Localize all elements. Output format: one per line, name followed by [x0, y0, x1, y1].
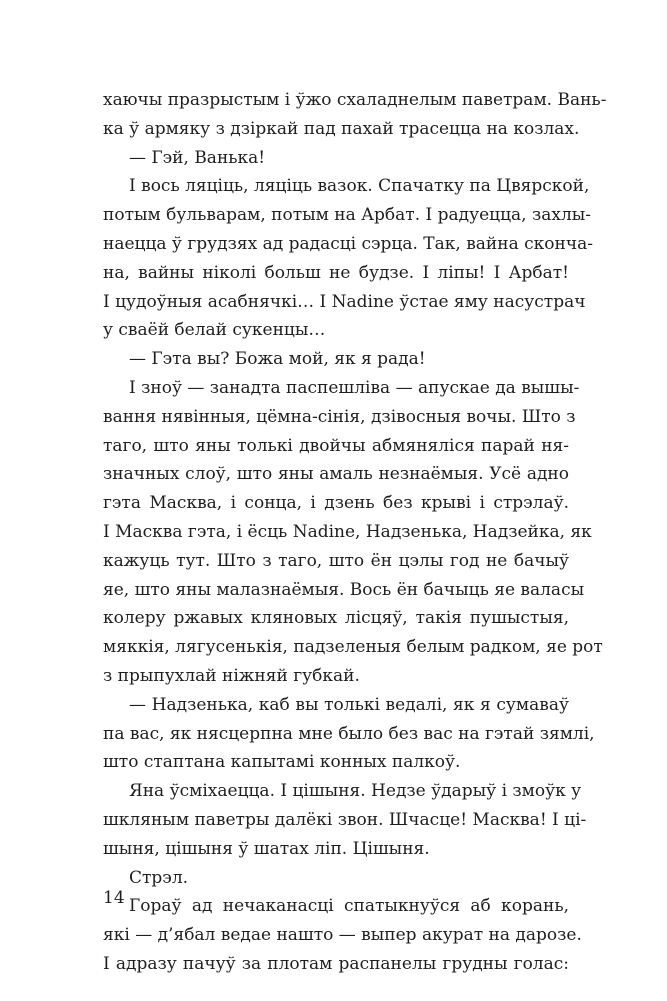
text-line: па вас, як нясцерпна мне было без вас на гэтай зямлі, — [103, 723, 595, 744]
text-line: колеру ржавых кляновых лісцяў, такія пушыстыя, — [103, 608, 569, 629]
text-line: кажуць тут. Што з таго, што ён цэлы год не бачыў — [103, 550, 569, 571]
text-line: потым бульварам, потым на Арбат. І радуецца, захлы- — [103, 205, 592, 226]
text-line: Гораў ад нечаканасці спатыкнуўся аб корань, — [129, 896, 569, 917]
text-line: ка ў армяку з дзіркай пад пахай трасецца на козлах. — [103, 118, 580, 139]
text-line: яе, што яны малазнаёмыя. Вось ён бачыць яе валасы — [103, 579, 585, 600]
text-line: — Надзенька, каб вы толькі ведалі, як я сумаваў — [129, 694, 569, 715]
text-line: гэта Масква, і сонца, і дзень без крыві і стрэлаў. — [103, 493, 569, 514]
text-line: што стаптана капытамі конных палкоў. — [103, 752, 461, 773]
text-line: шыня, цішыня ў шатах ліп. Цішыня. — [103, 838, 430, 859]
text-line: які — д’ябал ведае нашто — выпер акурат на дарозе. — [103, 925, 582, 946]
text-line: І зноў — занадта паспешліва — апускае да вышы- — [129, 377, 580, 398]
text-line: — Гэта вы? Божа мой, як я рада! — [129, 349, 426, 370]
text-line: І Масква гэта, і ёсць Nadine, Надзенька, Надзейка, як — [103, 521, 592, 542]
text-line: вання нявінныя, цёмна-сінія, дзівосныя вочы. Што з — [103, 406, 576, 427]
body-text — [103, 86, 607, 979]
page-number: 14 — [103, 888, 125, 908]
text-line: шкляным паветры далёкі звон. Шчасце! Масква! І ці- — [103, 809, 587, 830]
text-line: наецца ў грудзях ад радасці сэрца. Так, вайна скончa- — [103, 233, 593, 254]
text-line: хаючы празрыстым і ўжо схаладнелым паветрам. Вань- — [103, 90, 607, 110]
text-line: І цудоўныя асабнячкі… І Nadine ўстае яму насустрач — [103, 291, 586, 312]
text-line: у сваёй белай сукенцы… — [103, 320, 326, 341]
text-line: І вось ляціць, ляціць вазок. Спачатку па Цвярской, — [129, 176, 590, 197]
text-line: з прыпухлай ніжняй губкай. — [103, 665, 360, 686]
text-line: на, вайны ніколі больш не будзе. І ліпы! І Арбат! — [103, 262, 569, 283]
text-line: І адразу пачуў за плотам распанелы грудны голас: — [103, 953, 569, 974]
text-line: мяккія, лягусенькія, падзеленыя белым радком, яе рот — [103, 637, 603, 658]
text-line: Яна ўсміхаецца. І цішыня. Недзе ўдарыў і змоўк у — [129, 781, 582, 802]
text-line: — Гэй, Ванька! — [129, 147, 266, 168]
text-line: Стрэл. — [129, 867, 189, 888]
text-line: таго, што яны толькі двойчы абмяняліся парай ня- — [103, 435, 569, 456]
text-line: значных слоў, што яны амаль незнаёмыя. Усё адно — [103, 464, 569, 485]
